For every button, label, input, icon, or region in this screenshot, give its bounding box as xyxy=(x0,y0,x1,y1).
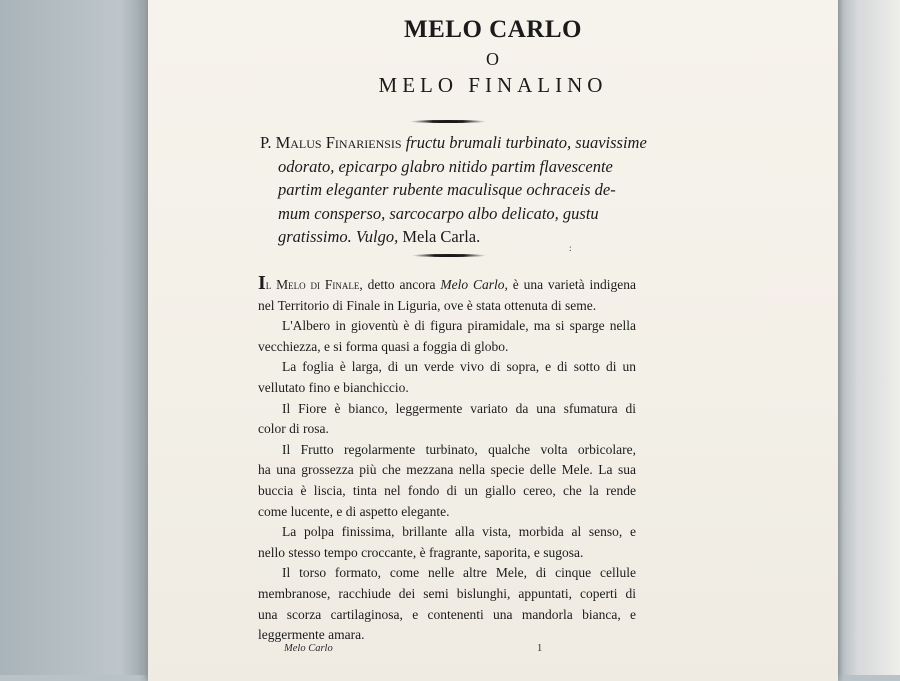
body-line: buccia è liscia, tinta nel fondo di un giallo cereo, che la rende xyxy=(258,482,636,498)
body-line: Il Frutto regolarmente turbinato, qualche volta orbicolare, xyxy=(282,441,636,457)
latin-line: odorato, epicarpo glabro nitido partim flavescente xyxy=(278,156,613,176)
background-right xyxy=(835,0,900,675)
body-line: membranose, racchiude dei semi bislunghi, appuntati, coperti di xyxy=(258,585,636,601)
body-line: La polpa finissima, brillante alla vista, morbida al senso, e xyxy=(282,524,636,540)
body-line: L'Albero in gioventù è di figura piramidale, ma si sparge nella xyxy=(282,318,636,334)
running-footer-title: Melo Carlo xyxy=(284,643,333,654)
drop-cap: I xyxy=(258,272,266,294)
latin-line: P. Malus Finariensis fructu brumali turbinato, suavissime xyxy=(260,133,647,152)
body-line: ha una grossezza più che mezzana nella specie delle Mele. La sua xyxy=(258,462,636,478)
body-line: Il torso formato, come nelle altre Mele, di cinque cellule xyxy=(282,565,636,581)
body-line: vellutato fino e bianchiccio. xyxy=(258,379,409,395)
body-text xyxy=(258,272,637,646)
body-line: nello stesso tempo croccante, è fragrante, saporita, e sugosa. xyxy=(258,544,584,560)
body-line: come lucente, e di aspetto elegante. xyxy=(258,503,450,519)
page-title: MELO CARLO xyxy=(404,16,582,43)
body-line: La foglia è larga, di un verde vivo di sopra, e di sotto di un xyxy=(282,359,636,375)
latin-line: partim eleganter rubente maculisque ochraceis de- xyxy=(278,180,616,199)
page-number: 1 xyxy=(537,643,543,654)
stray-mark: : xyxy=(569,243,572,253)
latin-species-name: P. Malus Finariensis xyxy=(260,133,402,152)
body-line: Il Melo di Finale, detto ancora Melo Carlo, è una varietà indigena xyxy=(258,272,637,294)
document-page xyxy=(148,0,838,681)
latin-description xyxy=(260,131,647,249)
body-line: nel Territorio di Finale in Liguria, ove è stata ottenuta di seme. xyxy=(258,297,597,313)
page-subtitle: MELO FINALINO xyxy=(378,73,608,97)
body-line: una scorza cartilaginosa, e contenenti una mandorla bianca, e xyxy=(258,606,636,622)
body-line: leggermente amara. xyxy=(258,627,365,643)
title-conjunction: O xyxy=(486,49,500,69)
latin-line: gratissimo. Vulgo, Mela Carla. xyxy=(278,227,481,246)
body-line: vecchiezza, e si forma quasi a foggia di globo. xyxy=(258,338,509,354)
body-line: Il Fiore è bianco, leggermente variato da una sfumatura di xyxy=(282,400,636,416)
latin-line: mum consperso, sarcocarpo albo delicato, gustu xyxy=(278,203,599,223)
body-line: color di rosa. xyxy=(258,421,329,437)
